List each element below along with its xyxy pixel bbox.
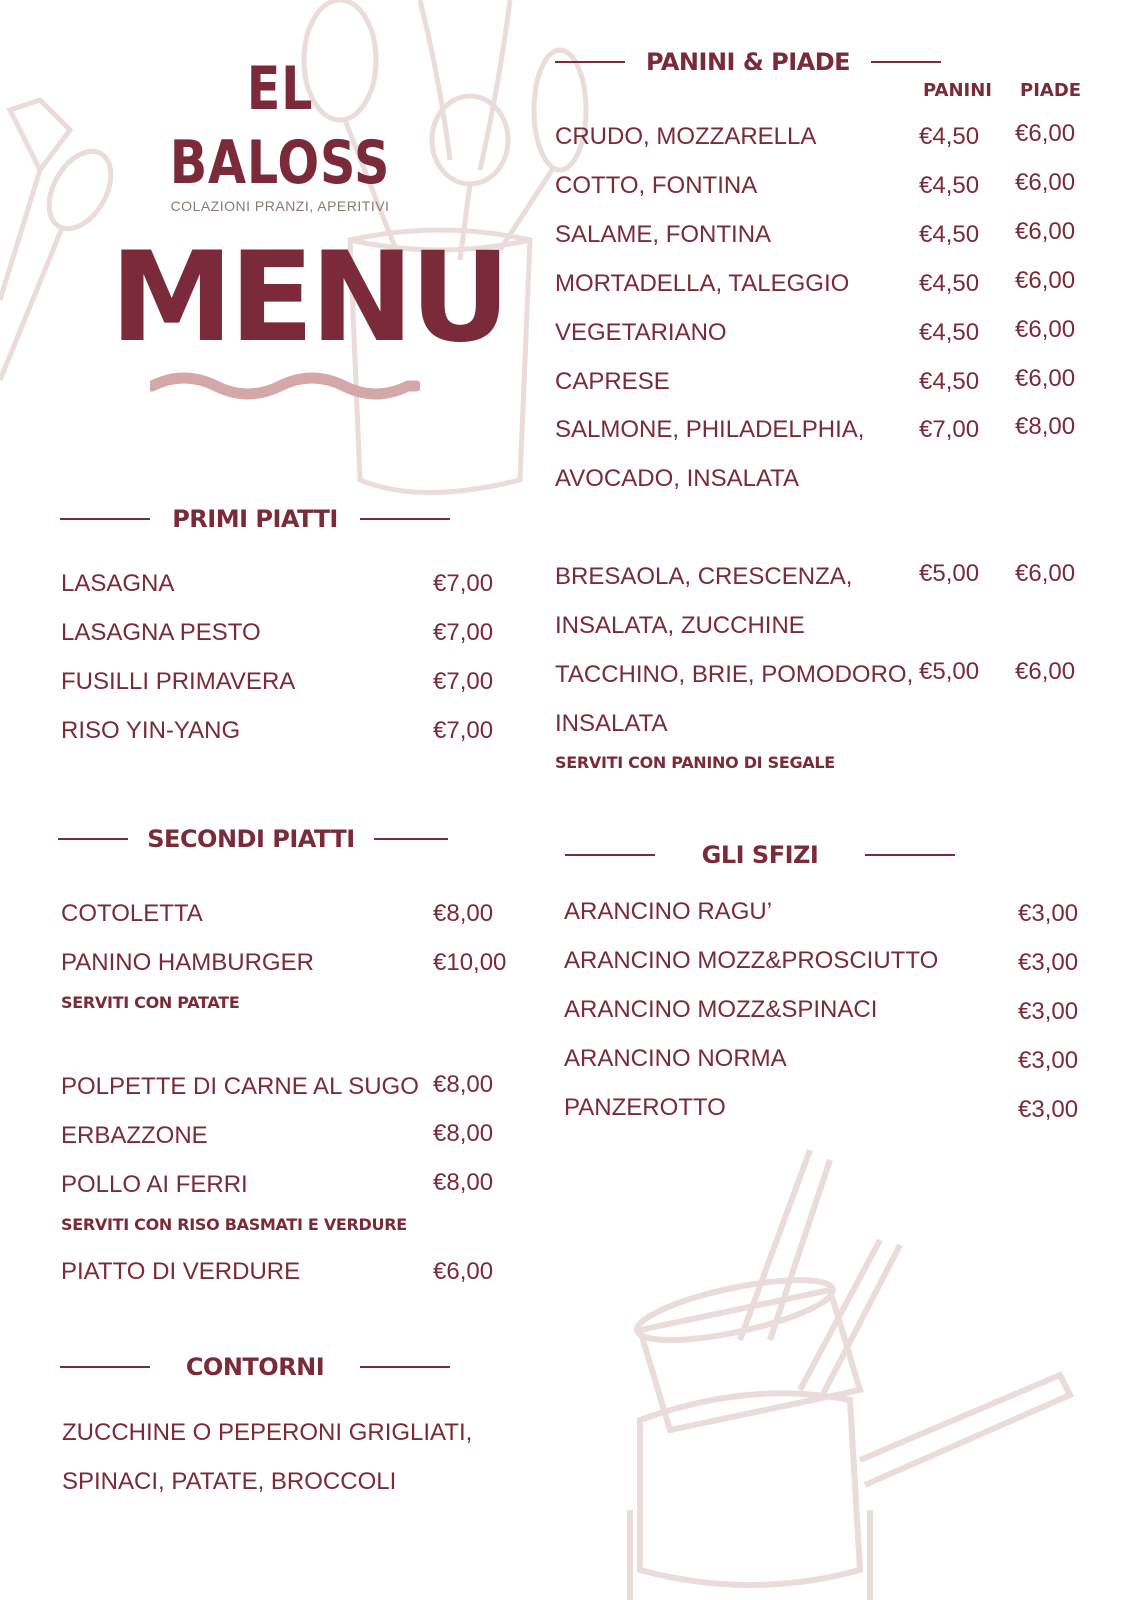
secondi-item-price: €8,00 (433, 1071, 494, 1098)
brand-tagline: COLAZIONI PRANZI, APERITIVI (170, 198, 390, 214)
rule-right (360, 1366, 450, 1368)
menu-title: MENU (110, 226, 507, 370)
piade-price: €6,00 (1015, 218, 1076, 245)
section-title-sfizi: GLI SFIZI (701, 841, 819, 869)
primi-item-price: €7,00 (433, 570, 494, 597)
panini-price: €4,50 (919, 123, 980, 150)
panini-price: €4,50 (919, 319, 980, 346)
secondi-item-price: €8,00 (433, 1120, 494, 1147)
secondi-item-name: PIATTO DI VERDURE (61, 1258, 301, 1285)
column-header-piade: PIADE (1020, 80, 1082, 101)
secondi-item-name: POLPETTE DI CARNE AL SUGO (61, 1073, 419, 1100)
contorni-line: SPINACI, PATATE, BROCCOLI (62, 1468, 397, 1495)
sfizi-item-name: ARANCINO MOZZ&PROSCIUTTO (564, 947, 939, 974)
panini-price: €4,50 (919, 221, 980, 248)
panini-price: €4,50 (919, 172, 980, 199)
section-title-contorni: CONTORNI (185, 1353, 325, 1381)
primi-item-name: LASAGNA (61, 570, 175, 597)
panini-price: €5,00 (919, 560, 980, 587)
panini-price: €4,50 (919, 368, 980, 395)
piade-price: €6,00 (1015, 658, 1076, 685)
panini-item-name-cont: INSALATA (555, 710, 668, 737)
panini-item-name: TACCHINO, BRIE, POMODORO, (555, 661, 914, 688)
sfizi-item-price: €3,00 (1018, 900, 1079, 927)
panini-price: €4,50 (919, 270, 980, 297)
rule-left (565, 854, 655, 856)
section-header-contorni (60, 1352, 450, 1382)
panini-item-name: COTTO, FONTINA (555, 172, 758, 199)
piade-price: €6,00 (1015, 316, 1076, 343)
panini-item-name: CRUDO, MOZZARELLA (555, 123, 817, 150)
secondi-item-price: €6,00 (433, 1258, 494, 1285)
brand-block (130, 52, 430, 214)
note-patate: SERVITI CON PATATE (61, 993, 240, 1012)
piade-price: €6,00 (1015, 169, 1076, 196)
note-riso: SERVITI CON RISO BASMATI E VERDURE (61, 1215, 407, 1234)
secondi-item-name: COTOLETTA (61, 900, 203, 927)
panini-item-name-cont: INSALATA, ZUCCHINE (555, 612, 805, 639)
contorni-line: ZUCCHINE O PEPERONI GRIGLIATI, (62, 1419, 473, 1446)
pots-illustration (600, 1130, 1131, 1600)
section-header-secondi (58, 824, 448, 854)
panini-item-name: MORTADELLA, TALEGGIO (555, 270, 850, 297)
sfizi-item-price: €3,00 (1018, 949, 1079, 976)
secondi-item-name: POLLO AI FERRI (61, 1171, 248, 1198)
sfizi-item-price: €3,00 (1018, 998, 1079, 1025)
wave-divider (150, 372, 420, 405)
section-header-panini (555, 47, 941, 77)
piade-price: €6,00 (1015, 365, 1076, 392)
piade-price: €8,00 (1015, 413, 1076, 440)
rule-left (60, 1366, 150, 1368)
piade-price: €6,00 (1015, 120, 1076, 147)
sfizi-item-price: €3,00 (1018, 1047, 1079, 1074)
sfizi-item-name: ARANCINO RAGU’ (564, 898, 773, 925)
section-title-secondi: SECONDI PIATTI (147, 825, 355, 853)
rule-right (871, 61, 941, 63)
rule-left (60, 518, 150, 520)
brand-name: EL BALOSS (169, 54, 391, 198)
note-segale: SERVITI CON PANINO DI SEGALE (555, 753, 835, 772)
secondi-item-name: ERBAZZONE (61, 1122, 208, 1149)
panini-item-name: SALAME, FONTINA (555, 221, 772, 248)
secondi-item-price: €8,00 (433, 900, 494, 927)
primi-item-name: RISO YIN-YANG (61, 717, 241, 744)
rule-right (360, 518, 450, 520)
rule-left (58, 838, 128, 840)
section-header-primi (60, 504, 450, 534)
sfizi-item-name: PANZEROTTO (564, 1094, 726, 1121)
column-header-panini: PANINI (923, 80, 992, 101)
section-title-panini: PANINI & PIADE (645, 48, 851, 76)
primi-item-price: €7,00 (433, 619, 494, 646)
section-title-primi: PRIMI PIATTI (172, 505, 338, 533)
panini-item-name: BRESAOLA, CRESCENZA, (555, 563, 853, 590)
panini-item-name-cont: AVOCADO, INSALATA (555, 465, 800, 492)
piade-price: €6,00 (1015, 267, 1076, 294)
sfizi-item-name: ARANCINO NORMA (564, 1045, 787, 1072)
primi-item-price: €7,00 (433, 717, 494, 744)
piade-price: €6,00 (1015, 560, 1076, 587)
rule-right (865, 854, 955, 856)
rule-left (555, 61, 625, 63)
sfizi-item-price: €3,00 (1018, 1096, 1079, 1123)
panini-item-name: VEGETARIANO (555, 319, 727, 346)
primi-item-name: FUSILLI PRIMAVERA (61, 668, 296, 695)
panini-price: €7,00 (919, 416, 980, 443)
secondi-item-price: €8,00 (433, 1169, 494, 1196)
panini-item-name: SALMONE, PHILADELPHIA, (555, 416, 865, 443)
secondi-item-price: €10,00 (433, 949, 507, 976)
primi-item-price: €7,00 (433, 668, 494, 695)
primi-item-name: LASAGNA PESTO (61, 619, 261, 646)
section-header-sfizi (565, 840, 955, 870)
secondi-item-name: PANINO HAMBURGER (61, 949, 314, 976)
panini-item-name: CAPRESE (555, 368, 670, 395)
rule-right (374, 838, 448, 840)
panini-price: €5,00 (919, 658, 980, 685)
sfizi-item-name: ARANCINO MOZZ&SPINACI (564, 996, 878, 1023)
